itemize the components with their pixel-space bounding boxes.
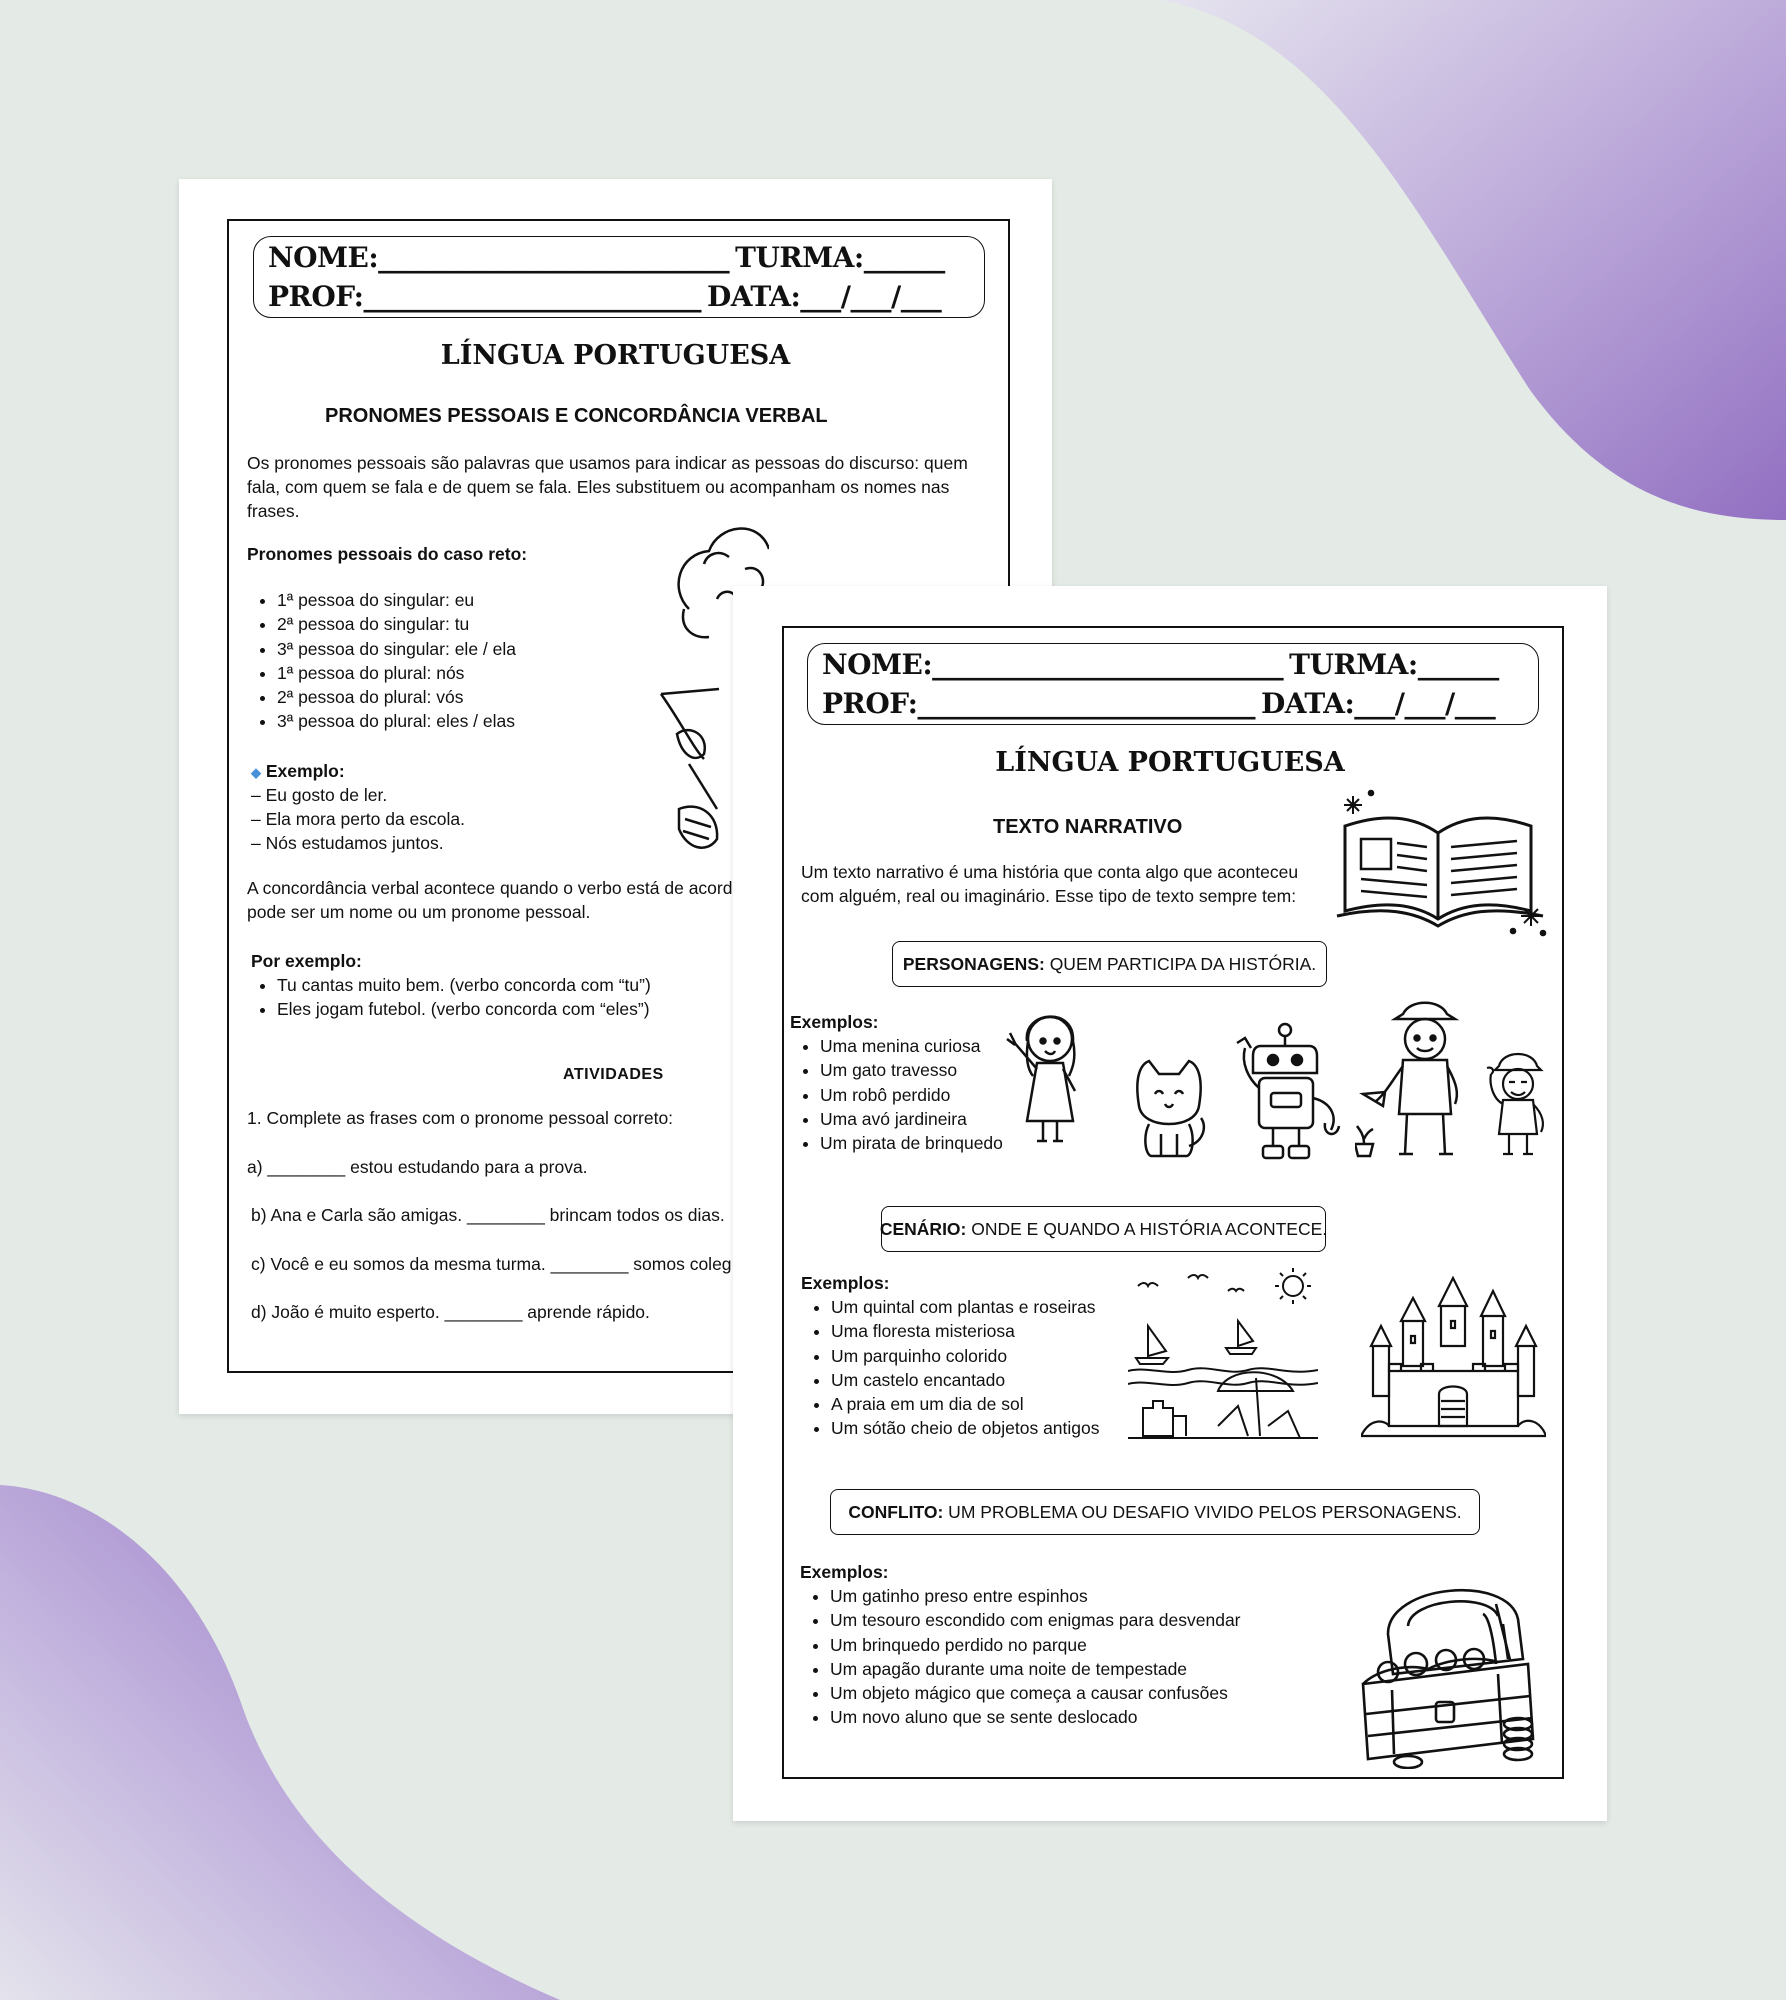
list-item: • 1ª pessoa do singular: eu xyxy=(277,588,516,612)
personagens-list xyxy=(790,1034,1003,1155)
list-item: • 3ª pessoa do plural: eles / elas xyxy=(277,709,516,733)
list-item: • Um objeto mágico que começa a causar confusões xyxy=(830,1681,1241,1705)
list-item: • Um robô perdido xyxy=(820,1083,1003,1107)
list-item: • A praia em um dia de sol xyxy=(831,1392,1100,1416)
intro-text xyxy=(801,860,1298,908)
conflito-label: CONFLITO: xyxy=(848,1501,944,1522)
intro-line: Os pronomes pessoais são palavras que usamos para indicar as pessoas do discurso: quem xyxy=(247,453,968,473)
cenario-label: CENÁRIO: xyxy=(879,1218,967,1239)
prof-data-line: PROF:_________________________ DATA:___/___/___ xyxy=(268,280,942,313)
conflito-box xyxy=(830,1489,1480,1535)
question-d: d) João é muito esperto. ________ aprende rápido. xyxy=(251,1302,650,1322)
bottom-left-wave xyxy=(0,1485,560,2000)
page-title: LÍNGUA PORTUGUESA xyxy=(440,340,791,371)
caso-reto-list xyxy=(247,588,516,734)
list-item: • Um tesouro escondido com enigmas para desvendar xyxy=(830,1608,1241,1632)
list-item: • Um gato travesso xyxy=(820,1058,1003,1082)
cenario-box xyxy=(881,1206,1326,1252)
worksheet-texto-narrativo xyxy=(733,586,1607,1821)
page-title: LÍNGUA PORTUGUESA xyxy=(995,747,1345,778)
list-item: • 3ª pessoa do singular: ele / ela xyxy=(277,637,516,661)
list-item: • 2ª pessoa do singular: tu xyxy=(277,612,516,636)
exemplo-lines xyxy=(251,783,465,855)
conflito-heading: Exemplos: xyxy=(800,1562,889,1582)
treasure-chest-icon xyxy=(1348,1564,1548,1769)
beach-icon xyxy=(1128,1266,1318,1446)
exemplo-heading-row xyxy=(251,759,345,785)
prof-data-line: PROF:_________________________ DATA:___/___/___ xyxy=(822,687,1496,720)
cenario-list xyxy=(801,1295,1100,1441)
personagens-box xyxy=(892,941,1327,987)
exemplo-heading: Exemplo: xyxy=(265,761,345,781)
list-item: • Eles jogam futebol. (verbo concorda com “eles”) xyxy=(277,997,651,1021)
list-item: • Um apagão durante uma noite de tempestade xyxy=(830,1657,1241,1681)
robot-icon xyxy=(1233,1018,1348,1163)
nome-turma-line: NOME:__________________________ TURMA:______ xyxy=(268,241,945,274)
nome-label: NOME: xyxy=(822,648,933,681)
caso-reto-heading: Pronomes pessoais do caso reto: xyxy=(247,544,528,564)
girl-icon xyxy=(1005,1001,1090,1146)
list-item: • 2ª pessoa do plural: vós xyxy=(277,685,516,709)
list-item: • Um gatinho preso entre espinhos xyxy=(830,1584,1241,1608)
data-label: DATA: xyxy=(1260,687,1355,720)
intro-line: frases. xyxy=(247,501,300,521)
personagens-text: QUEM PARTICIPA DA HISTÓRIA. xyxy=(1044,953,1317,974)
example-line: – Ela mora perto da escola. xyxy=(251,809,466,829)
text-line: A concordância verbal acontece quando o verbo está de acord xyxy=(247,878,733,898)
castle-icon xyxy=(1361,1276,1546,1446)
list-item: • Um sótão cheio de objetos antigos xyxy=(831,1416,1100,1440)
example-line: – Nós estudamos juntos. xyxy=(251,833,444,853)
book-icon xyxy=(1333,781,1548,941)
por-exemplo-list xyxy=(247,973,651,1022)
list-item: • Um novo aluno que se sente deslocado xyxy=(830,1705,1241,1729)
list-item: • Tu cantas muito bem. (verbo concorda com “tu”) xyxy=(277,973,651,997)
example-line: – Eu gosto de ler. xyxy=(251,785,388,805)
list-item: • Um pirata de brinquedo xyxy=(820,1131,1003,1155)
atividades-heading: ATIVIDADES xyxy=(563,1066,664,1083)
list-item: • Uma avó jardineira xyxy=(820,1107,1003,1131)
question-1: 1. Complete as frases com o pronome pessoal correto: xyxy=(247,1108,674,1128)
conflito-list xyxy=(800,1584,1241,1730)
intro-line: fala, com quem se fala e de quem se fala. Eles substituem ou acompanham os nomes nas xyxy=(247,477,950,497)
por-exemplo-heading: Por exemplo: xyxy=(251,951,362,971)
turma-label: TURMA: xyxy=(1289,648,1418,681)
turma-label: TURMA: xyxy=(735,241,864,274)
list-item: • Uma menina curiosa xyxy=(820,1034,1003,1058)
cenario-text: ONDE E QUANDO A HISTÓRIA ACONTECE. xyxy=(966,1218,1328,1239)
intro-line: com alguém, real ou imaginário. Esse tipo de texto sempre tem: xyxy=(801,886,1297,906)
cat-icon xyxy=(1129,1056,1209,1161)
pirate-icon xyxy=(1481,1044,1556,1159)
prof-label: PROF: xyxy=(822,687,918,720)
list-item: • Um castelo encantado xyxy=(831,1368,1100,1392)
list-item: • Uma floresta misteriosa xyxy=(831,1319,1100,1343)
data-label: DATA: xyxy=(706,280,801,313)
intro-text xyxy=(247,451,968,523)
personagens-label: PERSONAGENS: xyxy=(902,953,1045,974)
question-c: c) Você e eu somos da mesma turma. ________ somos coleg xyxy=(251,1254,732,1274)
question-b: b) Ana e Carla são amigas. ________ brincam todos os dias. xyxy=(251,1205,725,1225)
nome-label: NOME: xyxy=(268,241,379,274)
gardener-icon xyxy=(1355,994,1475,1164)
diamond-bullet-icon: ◆ xyxy=(251,765,261,780)
question-a: a) ________ estou estudando para a prova. xyxy=(247,1157,588,1177)
student-header xyxy=(253,236,985,318)
text-line: pode ser um nome ou um pronome pessoal. xyxy=(247,902,591,922)
personagens-heading: Exemplos: xyxy=(790,1012,879,1032)
list-item: • Um quintal com plantas e roseiras xyxy=(831,1295,1100,1319)
list-item: • 1ª pessoa do plural: nós xyxy=(277,661,516,685)
list-item: • Um parquinho colorido xyxy=(831,1344,1100,1368)
student-header xyxy=(807,643,1539,725)
page-subtitle: PRONOMES PESSOAIS E CONCORDÂNCIA VERBAL xyxy=(325,405,828,427)
prof-label: PROF: xyxy=(268,280,364,313)
page-subtitle: TEXTO NARRATIVO xyxy=(993,816,1183,838)
top-right-wave xyxy=(1160,0,1786,520)
cenario-heading: Exemplos: xyxy=(801,1273,890,1293)
nome-turma-line: NOME:__________________________ TURMA:______ xyxy=(822,648,1499,681)
list-item: • Um brinquedo perdido no parque xyxy=(830,1633,1241,1657)
intro-line: Um texto narrativo é uma história que conta algo que aconteceu xyxy=(801,862,1299,882)
conflito-text: UM PROBLEMA OU DESAFIO VIVIDO PELOS PERSONAGENS. xyxy=(943,1501,1462,1522)
